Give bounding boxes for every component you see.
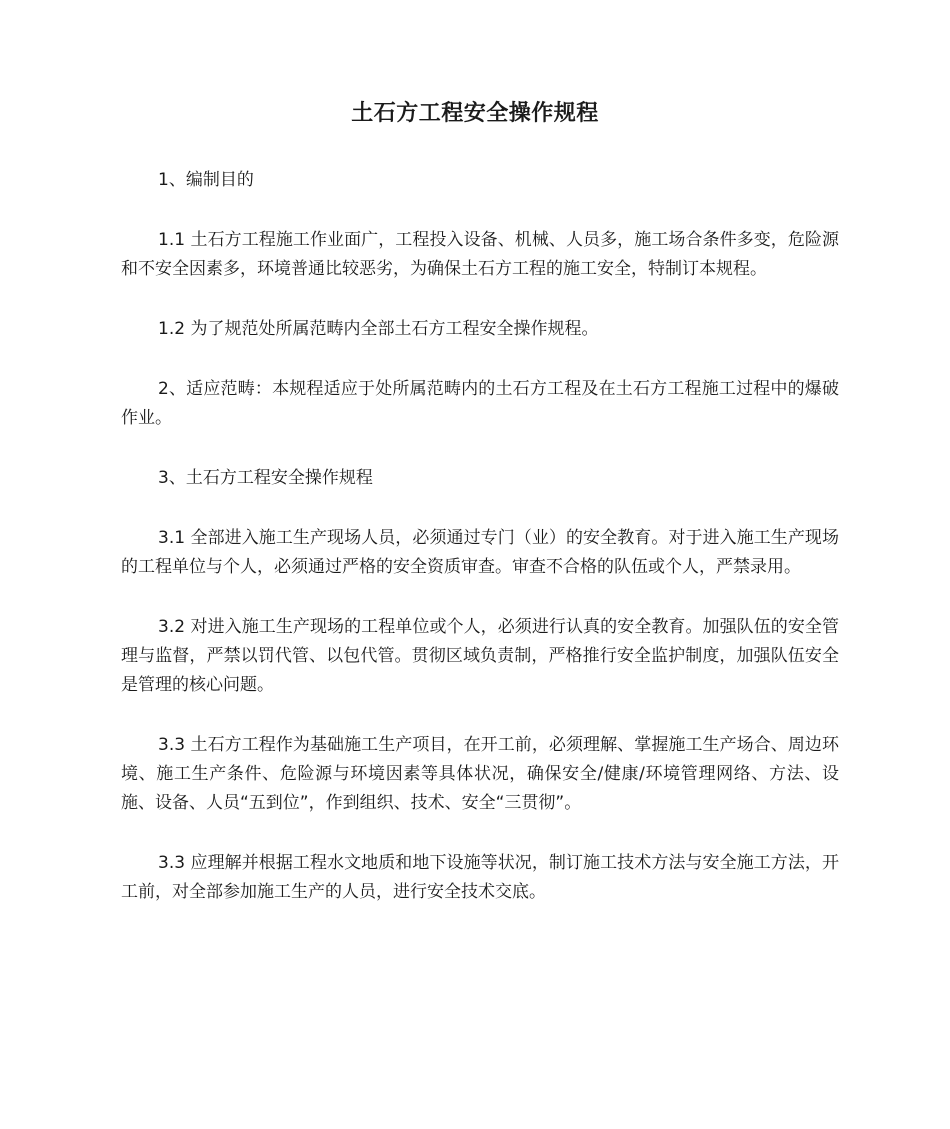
paragraph-3-2: 3.2 对进入施工生产现场的工程单位或个人，必须进行认真的安全教育。加强队伍的安全管理与监督，严禁以罚代管、以包代管。贯彻区域负责制，严格推行安全监护制度，加强队伍安全是管理的核心问题。 bbox=[121, 617, 839, 695]
paragraph-1-heading: 1、编制目的 bbox=[158, 170, 254, 190]
paragraph-2-scope: 2、适应范畴：本规程适应于处所属范畴内的土石方工程及在土石方工程施工过程中的爆破作业。 bbox=[121, 379, 839, 428]
paragraph-3-3-a: 3.3 土石方工程作为基础施工生产项目，在开工前，必须理解、掌握施工生产场合、周边环境、施工生产条件、危险源与环境因素等具体状况，确保安全/健康/环境管理网络、方法、设施、设备、人员“五到位”，作到组织、技术、安全“三贯彻”。 bbox=[121, 735, 839, 813]
paragraph-3-1: 3.1 全部进入施工生产现场人员，必须通过专门（业）的安全教育。对于进入施工生产现场的工程单位与个人，必须通过严格的安全资质审查。审查不合格的队伍或个人，严禁录用。 bbox=[121, 528, 839, 577]
page-title: 土石方工程安全操作规程 bbox=[351, 101, 599, 126]
paragraph-1-2: 1.2 为了规范处所属范畴内全部土石方工程安全操作规程。 bbox=[158, 319, 599, 339]
document-body bbox=[121, 166, 839, 938]
paragraph-3-heading: 3、土石方工程安全操作规程 bbox=[158, 468, 373, 488]
paragraph-3-3-b: 3.3 应理解并根据工程水文地质和地下设施等状况，制订施工技术方法与安全施工方法，开工前，对全部参加施工生产的人员，进行安全技术交底。 bbox=[121, 853, 839, 902]
paragraph-1-1: 1.1 土石方工程施工作业面广，工程投入设备、机械、人员多，施工场合条件多变，危险源和不安全因素多，环境普通比较恶劣，为确保土石方工程的施工安全，特制订本规程。 bbox=[121, 230, 839, 279]
